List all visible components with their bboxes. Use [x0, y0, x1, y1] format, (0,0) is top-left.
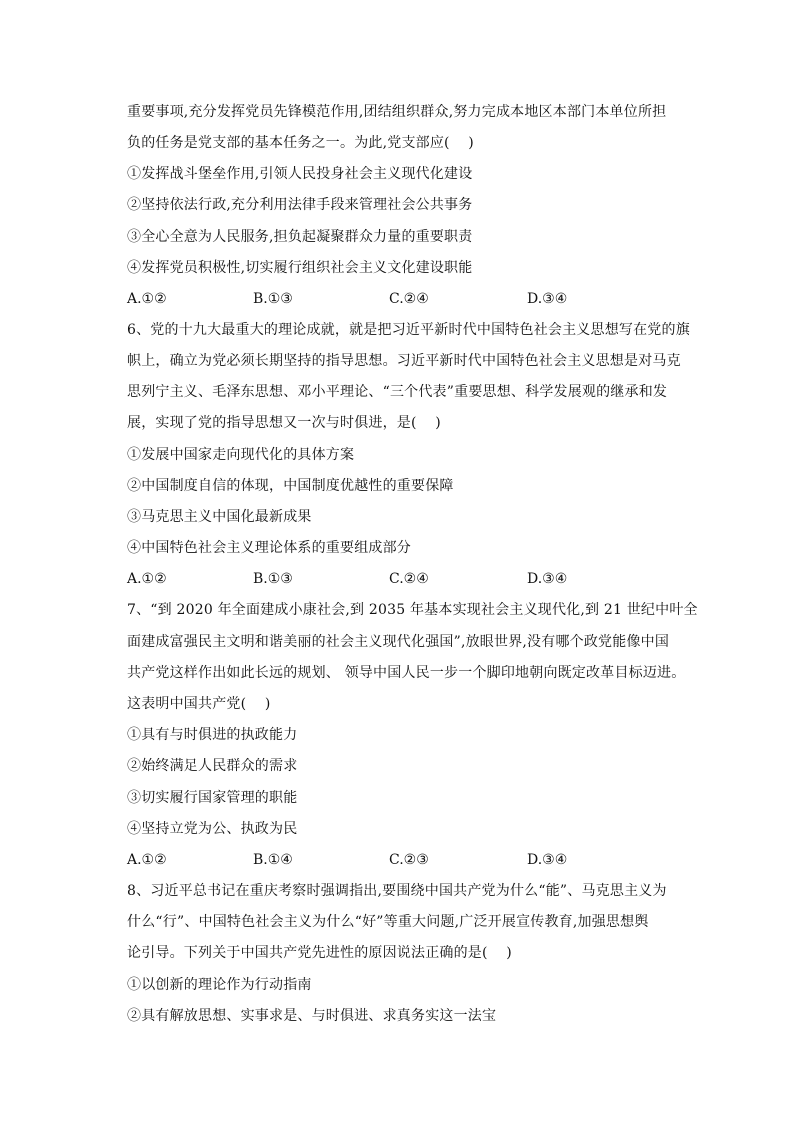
q5-item-2: ②坚持依法行政,充分利用法律手段来管理社会公共事务 [127, 197, 473, 213]
q6-option-c: C.②④ [389, 571, 429, 587]
q7-option-b: B.①④ [253, 852, 293, 868]
q6-stem-line-1: 6、党的十九大最重大的理论成就，就是把习近平新时代中国特色社会主义思想写在党的旗 [127, 322, 690, 338]
q5-option-d: D.③④ [527, 291, 568, 307]
q6-stem-line-4: 展，实现了党的指导思想又一次与时俱进，是( ) [127, 415, 441, 431]
q7-stem-line-3: 共产党这样作出如此长远的规划、 领导中国人民一步一个脚印地朝向既定改革目标迈进。 [127, 665, 686, 681]
q7-item-1: ①具有与时俱进的执政能力 [127, 727, 298, 743]
q8-stem-line-1: 8、习近平总书记在重庆考察时强调指出,要围绕中国共产党为什么“能”、马克思主义为 [127, 883, 667, 899]
q6-item-4: ④中国特色社会主义理论体系的重要组成部分 [127, 540, 411, 556]
q6-item-1: ①发展中国家走向现代化的具体方案 [127, 447, 355, 463]
q6-item-3: ③马克思主义中国化最新成果 [127, 509, 312, 525]
q5-item-1: ①发挥战斗堡垒作用,引领人民投身社会主义现代化建设 [127, 166, 473, 182]
q7-option-c: C.②③ [389, 852, 429, 868]
q8-stem-line-2: 什么“行”、中国特色社会主义为什么“好”等重大问题,广泛开展宣传教育,加强思想舆 [127, 914, 649, 930]
q6-option-a: A.①② [127, 571, 167, 587]
q6-option-b: B.①③ [253, 571, 293, 587]
q5-item-4: ④发挥党员积极性,切实履行组织社会主义文化建设职能 [127, 260, 473, 276]
q5-option-c: C.②④ [389, 291, 429, 307]
q5-option-a: A.①② [127, 291, 167, 307]
q7-stem-line-1: 7、“到 2020 年全面建成小康社会,到 2035 年基本实现社会主义现代化,到 21 世纪中叶全 [127, 602, 698, 618]
q7-stem-line-4: 这表明中国共产党( ) [127, 696, 271, 712]
q6-stem-line-2: 帜上，确立为党必须长期坚持的指导思想。习近平新时代中国特色社会主义思想是对马克 [127, 353, 681, 369]
q7-stem-line-2: 面建成富强民主文明和谐美丽的社会主义现代化强国”,放眼世界,没有哪个政党能像中国 [127, 634, 670, 650]
q5-options [127, 289, 687, 309]
q7-option-a: A.①② [127, 852, 167, 868]
q7-item-4: ④坚持立党为公、执政为民 [127, 821, 298, 837]
q6-stem-line-3: 思列宁主义、毛泽东思想、邓小平理论、“三个代表”重要思想、科学发展观的继承和发 [127, 384, 668, 400]
q5-option-b: B.①③ [253, 291, 293, 307]
q7-item-3: ③切实履行国家管理的职能 [127, 790, 298, 806]
q6-item-2: ②中国制度自信的体现，中国制度优越性的重要保障 [127, 478, 454, 494]
q7-options [127, 850, 687, 870]
q7-option-d: D.③④ [527, 852, 568, 868]
q6-options [127, 569, 687, 589]
q8-item-1: ①以创新的理论作为行动指南 [127, 977, 312, 993]
q6-option-d: D.③④ [527, 571, 568, 587]
q5-stem-line-2: 负的任务是党支部的基本任务之一。为此,党支部应( ) [127, 135, 474, 151]
q5-item-3: ③全心全意为人民服务,担负起凝聚群众力量的重要职责 [127, 229, 473, 245]
q5-stem-line-1: 重要事项,充分发挥党员先锋模范作用,团结组织群众,努力完成本地区本部门本单位所担 [127, 104, 667, 120]
q8-stem-line-3: 论引导。下列关于中国共产党先进性的原因说法正确的是( ) [127, 945, 512, 961]
q7-item-2: ②始终满足人民群众的需求 [127, 758, 298, 774]
q8-item-2: ②具有解放思想、实事求是、与时俱进、求真务实这一法宝 [127, 1008, 497, 1024]
